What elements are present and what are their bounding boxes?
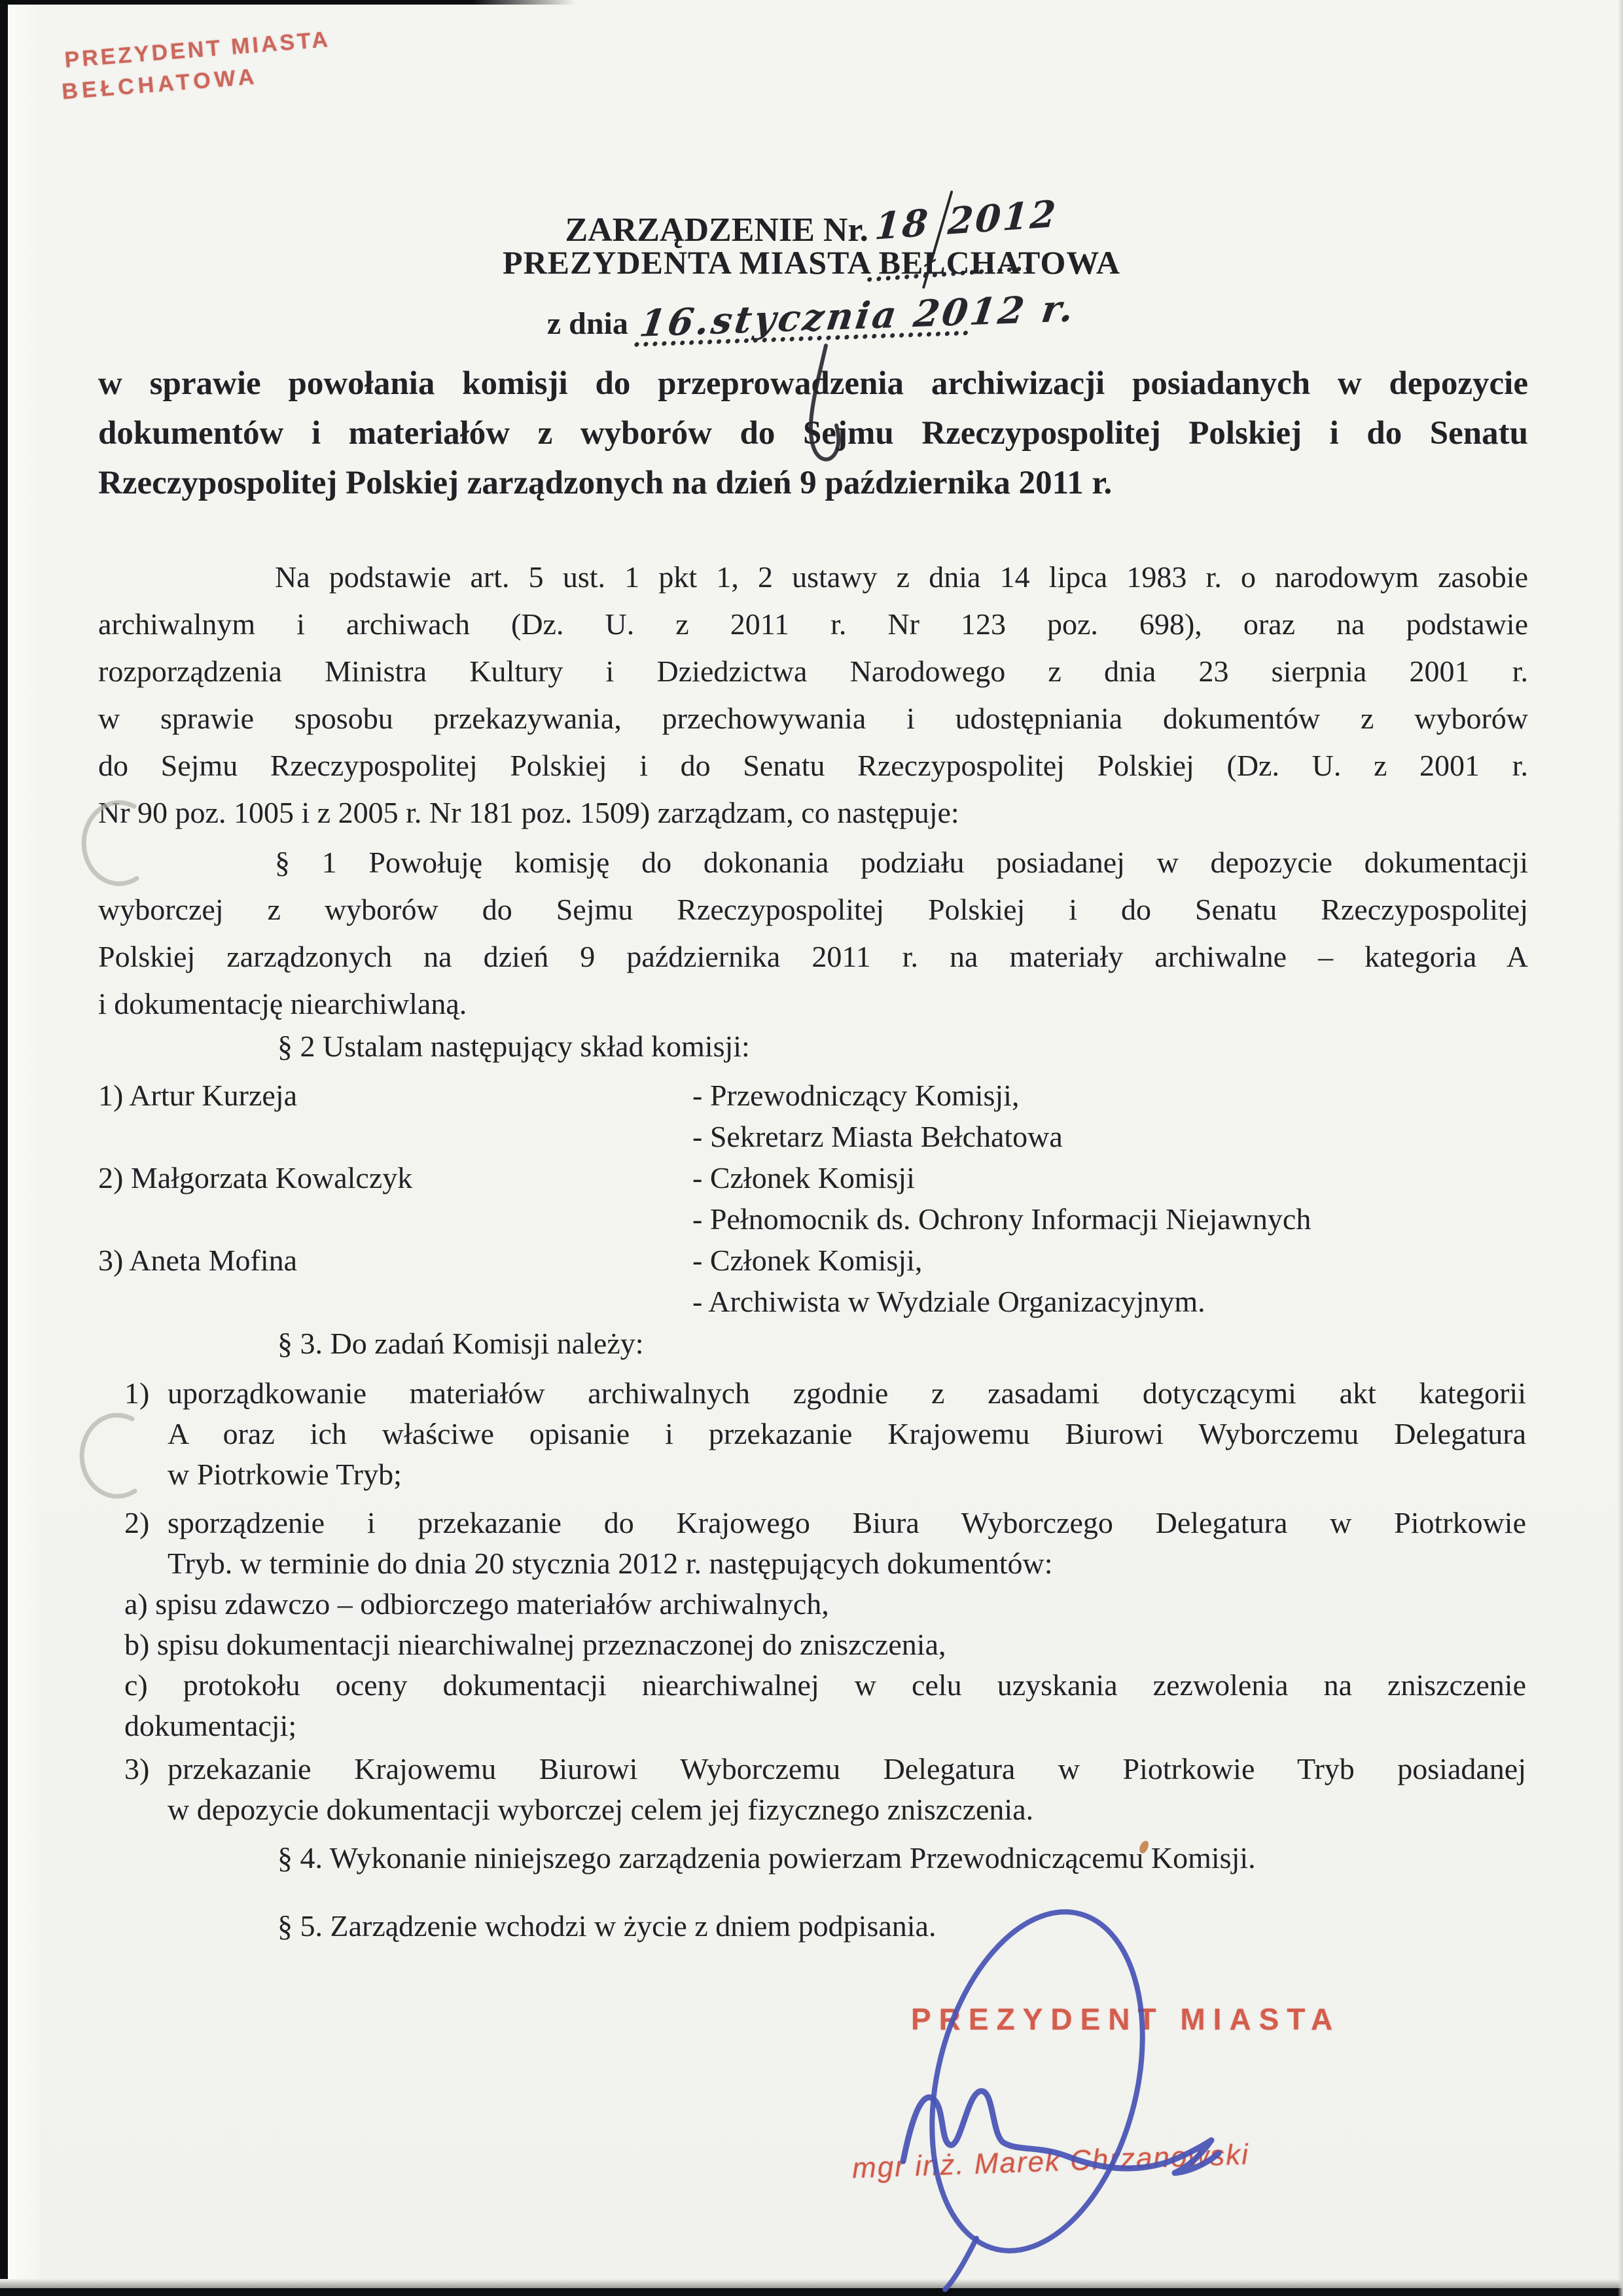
member-role: - Przewodniczący Komisji, <box>692 1079 1020 1112</box>
date-handwritten-text: 16.stycznia 2012 r. <box>637 287 1079 346</box>
paragraph-4: § 4. Wykonanie niniejszego zarządzenia powierzam Przewodniczącemu Komisji. <box>277 1841 1256 1874</box>
legal-basis-line: Na podstawie art. 5 ust. 1 pkt 1, 2 ustawy z dnia 14 lipca 1983 r. o narodowym zasobie <box>275 560 1528 594</box>
task-line: Tryb. w terminie do dnia 20 stycznia 2012 r. następujących dokumentów: <box>168 1547 1053 1580</box>
handwritten-signature <box>899 1890 1219 2289</box>
paragraph-1-line: wyborczej z wyborów do Sejmu Rzeczypospolitej Polskiej i do Senatu Rzeczypospolitej <box>98 893 1528 926</box>
ordinance-number-second: 2012 <box>946 192 1059 243</box>
handwritten-date <box>637 287 1079 346</box>
task-number: 3) <box>124 1752 150 1785</box>
task-text <box>168 1373 1526 1495</box>
legal-basis-line: archiwalnym i archiwach (Dz. U. z 2011 r. Nr 123 poz. 698), oraz na podstawie <box>98 607 1528 641</box>
task-text <box>168 1503 1526 1584</box>
paragraph-5: § 5. Zarządzenie wchodzi w życie z dniem podpisania. <box>277 1909 936 1943</box>
task-line: w depozycie dokumentacji wyborczej celem jej fizycznego zniszczenia. <box>168 1793 1034 1826</box>
task-item-1 <box>124 1373 1526 1495</box>
subject-line: Rzeczypospolitej Polskiej zarządzonych na dzień 9 października 2011 r. <box>98 465 1113 501</box>
task-line: A oraz ich właściwe opisanie i przekazanie Krajowemu Biurowi Wyborczemu Delegatura <box>168 1417 1526 1450</box>
stamp-line-1: PREZYDENT MIASTA <box>63 27 332 73</box>
member-row <box>98 1116 1538 1157</box>
signature-loop <box>899 1890 1176 2273</box>
member-role: - Członek Komisji, <box>692 1244 923 1277</box>
member-name-spacer <box>98 1116 692 1157</box>
signature-stamp-title: PREZYDENT MIASTA <box>911 2002 1341 2036</box>
subject-paragraph <box>98 359 1528 508</box>
mayor-header-stamp <box>63 24 334 107</box>
subject-line: dokumentów i materiałów z wyborów do Sejmu Rzeczypospolitej Polskiej i do Senatu <box>98 415 1528 452</box>
task-line: uporządkowanie materiałów archiwalnych zgodnie z zasadami dotyczącymi akt kategorii <box>168 1376 1526 1410</box>
paragraph-1-line: Polskiej zarządzonych na dzień 9 października 2011 r. na materiały archiwalne – kategoria A <box>98 940 1528 973</box>
task-line: sporządzenie i przekazanie do Krajowego Biura Wyborczego Delegatura w Piotrkowie <box>168 1506 1526 1539</box>
paragraph-3-heading: § 3. Do zadań Komisji należy: <box>277 1327 644 1360</box>
issuer-line <box>0 243 1623 281</box>
member-row <box>98 1157 1538 1198</box>
member-name: 1) Artur Kurzeja <box>98 1079 297 1112</box>
task-line: w Piotrkowie Tryb; <box>168 1458 402 1491</box>
paragraph-1-line: § 1 Powołuję komisję do dokonania podziału posiadanej w depozycie dokumentacji <box>275 846 1528 879</box>
signature-stamp-name: mgr inż. Marek Chrzanowski <box>851 2138 1250 2185</box>
subtask-c <box>124 1665 1526 1746</box>
task-item-3 <box>124 1749 1526 1830</box>
legal-basis-line: w sprawie sposobu przekazywania, przechowywania i udostępniania dokumentów z wyborów <box>98 702 1528 735</box>
member-row <box>98 1240 1538 1281</box>
legal-basis-paragraph <box>98 554 1528 836</box>
member-role: - Archiwista w Wydziale Organizacyjnym. <box>692 1285 1205 1318</box>
member-row <box>98 1198 1538 1240</box>
subtask-b: b) spisu dokumentacji niearchiwalnej przeznaczonej do zniszczenia, <box>124 1628 946 1661</box>
paper-right-shadow <box>1618 0 1623 2296</box>
member-role: - Pełnomocnik ds. Ochrony Informacji Niejawnych <box>692 1202 1311 1236</box>
task-number: 2) <box>124 1506 150 1539</box>
date-label: z dnia <box>546 306 628 341</box>
legal-basis-line: rozporządzenia Ministra Kultury i Dziedzictwa Narodowego z dnia 23 sierpnia 2001 r. <box>98 655 1528 688</box>
subtask-a: a) spisu zdawczo – odbiorczego materiałów archiwalnych, <box>124 1587 829 1621</box>
ordinance-number-first: 18 <box>873 201 931 249</box>
issuer-text: PREZYDENTA MIASTA BEŁCHATOWA <box>503 244 1120 281</box>
paragraph-1-line: i dokumentację niearchiwlaną. <box>98 987 467 1020</box>
scanner-left-strip <box>0 0 8 2296</box>
task-text <box>168 1749 1526 1830</box>
member-row <box>98 1075 1538 1116</box>
member-role: - Członek Komisji <box>692 1161 915 1194</box>
subject-line: w sprawie powołania komisji do przeprowadzenia archiwizacji posiadanych w depozycie <box>98 365 1528 402</box>
member-name-spacer <box>98 1198 692 1240</box>
task-number: 1) <box>124 1376 150 1410</box>
stamp-line-2: BEŁCHATOWA <box>61 64 259 105</box>
scanner-bottom-strip <box>0 2288 1623 2296</box>
member-name-spacer <box>98 1281 692 1322</box>
legal-basis-line: do Sejmu Rzeczypospolitej Polskiej i do Senatu Rzeczypospolitej Polskiej (Dz. U. z 2001 r. <box>98 749 1528 782</box>
commission-members-list <box>98 1075 1538 1322</box>
date-line <box>0 287 1623 346</box>
paper-left-edge <box>8 0 39 2296</box>
task-item-2 <box>124 1503 1526 1584</box>
member-name: 3) Aneta Mofina <box>98 1244 298 1277</box>
paragraph-1 <box>98 839 1528 1028</box>
member-name: 2) Małgorzata Kowalczyk <box>98 1161 413 1194</box>
ordinance-title-label: ZARZĄDZENIE Nr. <box>565 211 868 249</box>
legal-basis-line: Nr 90 poz. 1005 i z 2005 r. Nr 181 poz. 1509) zarządzam, co następuje: <box>98 796 959 829</box>
subtask-c-line: c) protokołu oceny dokumentacji niearchiwalnej w celu uzyskania zezwolenia na zniszczenie <box>124 1668 1526 1702</box>
task-line: przekazanie Krajowemu Biurowi Wyborczemu Delegatura w Piotrkowie Tryb posiadanej <box>168 1752 1526 1785</box>
scanner-top-strip <box>0 0 576 5</box>
subtask-c-line: dokumentacji; <box>124 1709 297 1742</box>
member-role: - Sekretarz Miasta Bełchatowa <box>692 1120 1063 1153</box>
paragraph-2-heading: § 2 Ustalam następujący skład komisji: <box>277 1030 750 1063</box>
member-row <box>98 1281 1538 1322</box>
